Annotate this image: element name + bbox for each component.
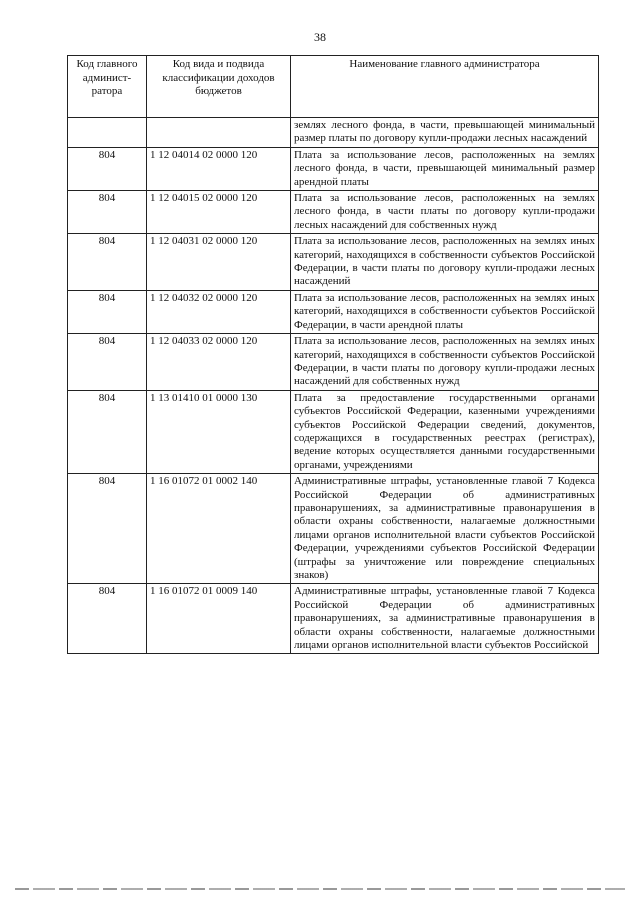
admin-code-cell: 804 xyxy=(68,290,147,333)
admin-code-cell: 804 xyxy=(68,474,147,584)
admin-name-cell: Плата за использование лесов, расположенных на землях лесного фонда, в части платы по договору купли-продажи лесных насаждений для собственных нужд xyxy=(291,191,599,234)
table-row xyxy=(68,334,599,391)
income-administrators-table xyxy=(67,55,599,654)
header-admin-code: Код главного админист-ратора xyxy=(68,56,147,118)
income-code-cell: 1 13 01410 01 0000 130 xyxy=(147,390,291,473)
admin-name-cell: Плата за использование лесов, расположенных на землях лесного фонда, в части, превышающей минимальный размер арендной платы xyxy=(291,147,599,190)
admin-code-cell: 804 xyxy=(68,191,147,234)
admin-name-cell: землях лесного фонда, в части, превышающей минимальный размер платы по договору купли-продажи лесных насаждений xyxy=(291,118,599,148)
table-row xyxy=(68,290,599,333)
table-row xyxy=(68,147,599,190)
admin-code-cell: 804 xyxy=(68,584,147,654)
table-row xyxy=(68,584,599,654)
header-income-code: Код вида и подвида классификации доходов бюджетов xyxy=(147,56,291,118)
table-row xyxy=(68,191,599,234)
admin-code-cell: 804 xyxy=(68,334,147,391)
income-code-cell: 1 12 04015 02 0000 120 xyxy=(147,191,291,234)
scan-edge-divider xyxy=(15,888,625,890)
table-row xyxy=(68,118,599,148)
admin-code-cell: 804 xyxy=(68,147,147,190)
income-code-cell xyxy=(147,118,291,148)
admin-code-cell xyxy=(68,118,147,148)
page-number: 38 xyxy=(314,30,326,44)
table-header-row xyxy=(68,56,599,118)
admin-code-cell: 804 xyxy=(68,390,147,473)
income-code-cell: 1 12 04031 02 0000 120 xyxy=(147,234,291,291)
admin-name-cell: Плата за использование лесов, расположенных на землях иных категорий, находящихся в собственности субъектов Российской Федерации, в части платы по договору купли-продажи лесных насаждений для собственных нужд xyxy=(291,334,599,391)
table-row xyxy=(68,234,599,291)
table-row xyxy=(68,390,599,473)
admin-code-cell: 804 xyxy=(68,234,147,291)
income-code-cell: 1 12 04014 02 0000 120 xyxy=(147,147,291,190)
income-code-cell: 1 12 04032 02 0000 120 xyxy=(147,290,291,333)
header-admin-name: Наименование главного администратора xyxy=(291,56,599,118)
income-code-cell: 1 16 01072 01 0009 140 xyxy=(147,584,291,654)
admin-name-cell: Плата за использование лесов, расположенных на землях иных категорий, находящихся в собственности субъектов Российской Федерации, в части платы по договору купли-продажи лесных насаждений xyxy=(291,234,599,291)
admin-name-cell: Плата за предоставление государственными органами субъектов Российской Федерации, казенными учреждениями субъектов Российской Федерации сведений, документов, содержащихся в государственных реестрах (регистрах), ведение которых осуществляется данными государственными органами, учреждениями xyxy=(291,390,599,473)
income-code-cell: 1 16 01072 01 0002 140 xyxy=(147,474,291,584)
table-row xyxy=(68,474,599,584)
income-code-cell: 1 12 04033 02 0000 120 xyxy=(147,334,291,391)
admin-name-cell: Административные штрафы, установленные главой 7 Кодекса Российской Федерации об административных правонарушениях, за административные правонарушения в области охраны собственности, налагаемые должностными лицами органов исполнительной власти субъектов Российской Федерации, учреждениями субъектов Российской Федерации (штрафы за уничтожение или повреждение специальных знаков) xyxy=(291,474,599,584)
admin-name-cell: Плата за использование лесов, расположенных на землях иных категорий, находящихся в собственности субъектов Российской Федерации, в части арендной платы xyxy=(291,290,599,333)
admin-name-cell: Административные штрафы, установленные главой 7 Кодекса Российской Федерации об административных правонарушениях, за административные правонарушения в области охраны собственности, налагаемые должностными лицами органов исполнительной власти субъектов Российской xyxy=(291,584,599,654)
